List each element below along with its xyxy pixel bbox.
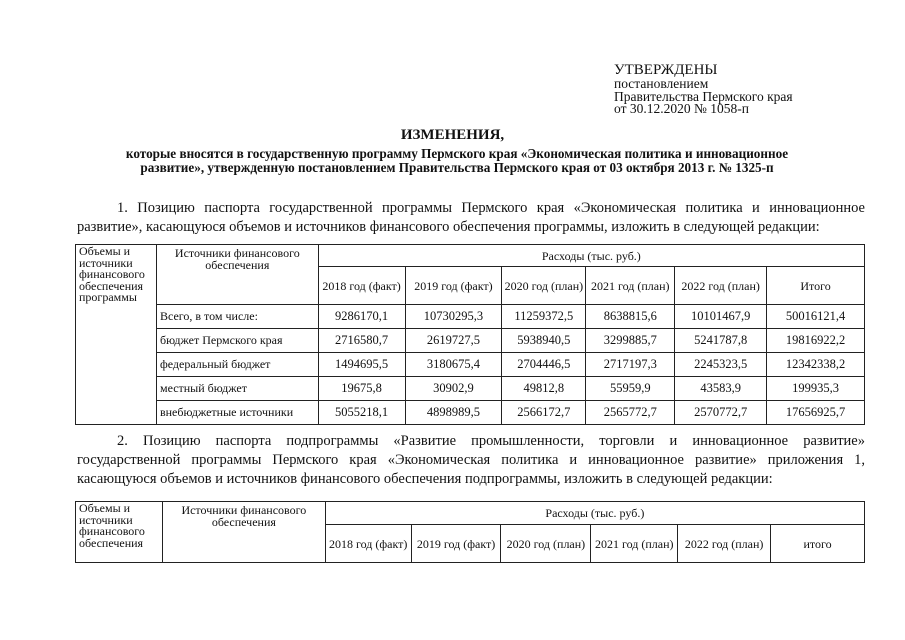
approval-line-2: Правительства Пермского края (614, 88, 793, 104)
cell-value: 19675,8 (318, 377, 405, 401)
table1-year-header: 2018 год (факт) (318, 267, 405, 305)
row-label: внебюджетные источники (156, 401, 318, 425)
row-label: местный бюджет (156, 377, 318, 401)
cell-value: 19816922,2 (767, 329, 865, 353)
table-row (76, 401, 865, 425)
cell-value: 11259372,5 (502, 305, 586, 329)
document-subtitle-line-1: которые вносятся в государственную программу Пермского края «Экономическая политика и инновационное (125, 146, 789, 161)
cell-value: 2704446,5 (502, 353, 586, 377)
cell-value: 5055218,1 (318, 401, 405, 425)
cell-value: 2566172,7 (502, 401, 586, 425)
cell-value: 5938940,5 (502, 329, 586, 353)
cell-value: 2565772,7 (586, 401, 675, 425)
approval-title: УТВЕРЖДЕНЫ (614, 62, 718, 78)
cell-value: 2716580,7 (318, 329, 405, 353)
table2-col2-header: Источники финансового обеспечения (162, 502, 325, 563)
cell-value: 55959,9 (586, 377, 675, 401)
paragraph-2-line-2: государственной программы Пермского края «Экономическая политика и инновационное развитие» приложения 1, (77, 452, 865, 468)
cell-value: 5241787,8 (675, 329, 767, 353)
table2-col1-header: Объемы и источники финансового обеспечения (76, 502, 163, 563)
paragraph-1-line-1: 1. Позицию паспорта государственной программы Пермского края «Экономическая политика и инновационное (117, 200, 865, 216)
paragraph-2 (77, 432, 865, 489)
table1-year-header: Итого (767, 267, 865, 305)
cell-value: 2570772,7 (675, 401, 767, 425)
table1-year-header: 2020 год (план) (502, 267, 586, 305)
funding-table-subprogram (75, 501, 865, 563)
cell-value: 43583,9 (675, 377, 767, 401)
table2-year-header: 2021 год (план) (591, 525, 678, 563)
cell-value: 2245323,5 (675, 353, 767, 377)
cell-value: 2619727,5 (405, 329, 502, 353)
approval-line-3: от 30.12.2020 № 1058-п (614, 101, 749, 116)
table2-year-header: 2020 год (план) (501, 525, 591, 563)
table1-col1-header: Объемы и источники финансового обеспечения программы (76, 245, 157, 425)
table1-year-header: 2021 год (план) (586, 267, 675, 305)
table2-year-header: 2018 год (факт) (325, 525, 411, 563)
cell-value: 8638815,6 (586, 305, 675, 329)
cell-value: 10101467,9 (675, 305, 767, 329)
document-subtitle (78, 147, 836, 174)
cell-value: 49812,8 (502, 377, 586, 401)
table2-group-header: Расходы (тыс. руб.) (325, 502, 864, 525)
paragraph-1-line-2: развитие», касающуюся объемов и источников финансового обеспечения программы, изложить в следующей редакции: (77, 219, 820, 235)
table-row (76, 377, 865, 401)
table1-year-header: 2019 год (факт) (405, 267, 502, 305)
cell-value: 9286170,1 (318, 305, 405, 329)
document-subtitle-line-2: развитие», утвержденную постановлением Правительства Пермского края от 03 октября 2013 г. № 1325-п (140, 159, 774, 175)
cell-value: 12342338,2 (767, 353, 865, 377)
cell-value: 2717197,3 (586, 353, 675, 377)
table2-year-header: 2022 год (план) (678, 525, 771, 563)
cell-value: 30902,9 (405, 377, 502, 401)
approval-line-1: постановлением (614, 76, 709, 91)
table-row (76, 329, 865, 353)
table-row (76, 353, 865, 377)
cell-value: 1494695,5 (318, 353, 405, 377)
table-row (76, 305, 865, 329)
row-label: бюджет Пермского края (156, 329, 318, 353)
paragraph-2-line-1: 2. Позицию паспорта подпрограммы «Развитие промышленности, торговли и инновационное развитие» (117, 433, 865, 449)
paragraph-1 (77, 199, 865, 237)
cell-value: 17656925,7 (767, 401, 865, 425)
table2-year-header: 2019 год (факт) (411, 525, 501, 563)
table1-year-header: 2022 год (план) (675, 267, 767, 305)
cell-value: 10730295,3 (405, 305, 502, 329)
cell-value: 50016121,4 (767, 305, 865, 329)
row-label: Всего, в том числе: (156, 305, 318, 329)
paragraph-2-line-3: касающуюся объемов и источников финансового обеспечения подпрограммы, изложить в следующей редакции: (77, 471, 773, 487)
table2-year-header: итого (771, 525, 865, 563)
table1-col2-header: Источники финансового обеспечения (156, 245, 318, 305)
row-label: федеральный бюджет (156, 353, 318, 377)
document-title: ИЗМЕНЕНИЯ, (400, 127, 505, 143)
funding-table-program (75, 244, 865, 425)
approval-stamp (614, 62, 793, 116)
cell-value: 4898989,5 (405, 401, 502, 425)
cell-value: 199935,3 (767, 377, 865, 401)
table1-group-header: Расходы (тыс. руб.) (318, 245, 864, 267)
cell-value: 3299885,7 (586, 329, 675, 353)
cell-value: 3180675,4 (405, 353, 502, 377)
